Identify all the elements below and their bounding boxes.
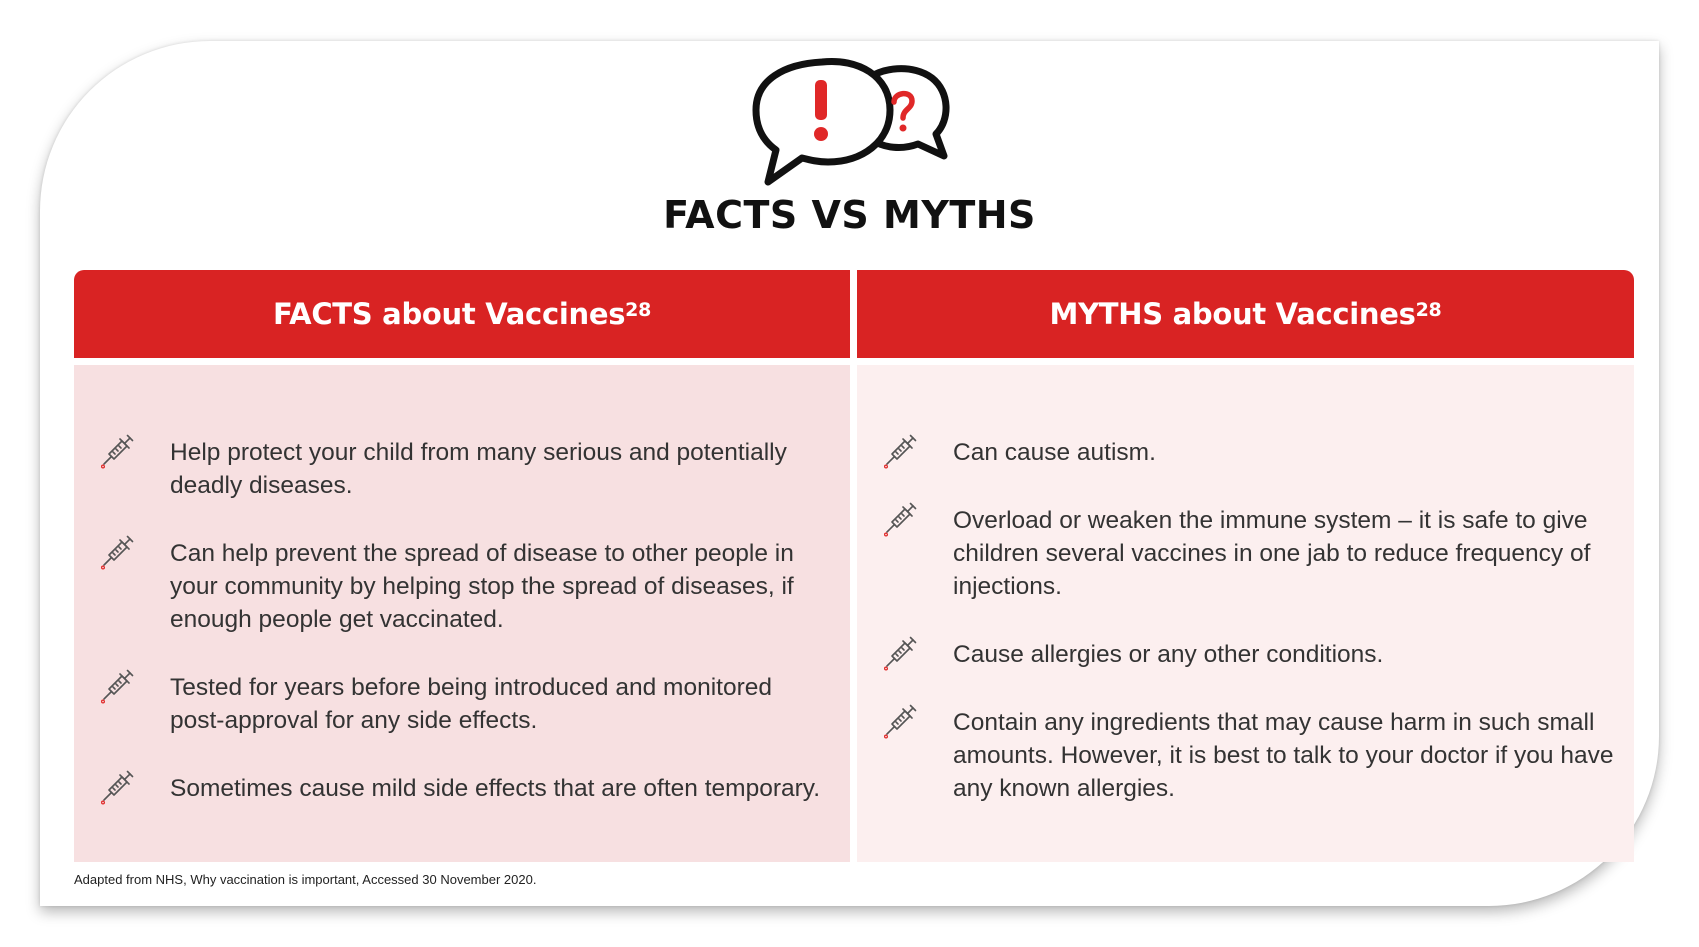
list-item: [953, 436, 1614, 469]
facts-header-label: FACTS about Vaccines: [273, 297, 626, 331]
list-item-text: Overload or weaken the immune system – it is safe to give children several vaccines in one jab to reduce frequency of injections.: [953, 507, 1591, 600]
list-item-text: Can cause autism.: [953, 439, 1156, 466]
list-item-text: Tested for years before being introduced and monitored post-approval for any side effects.: [170, 674, 772, 734]
myths-header-ref: 28: [1415, 299, 1442, 321]
syringe-icon: [881, 700, 921, 740]
list-item: [953, 706, 1614, 805]
syringe-icon: [98, 665, 138, 705]
footnote: Adapted from NHS, Why vaccination is important, Accessed 30 November 2020.: [74, 872, 537, 887]
list-item: [953, 504, 1614, 603]
myths-header-label: MYTHS about Vaccines: [1049, 297, 1416, 331]
syringe-icon: [881, 430, 921, 470]
list-item-text: Sometimes cause mild side effects that are often temporary.: [170, 775, 821, 802]
myths-list: [857, 365, 1634, 862]
list-item-text: Contain any ingredients that may cause harm in such small amounts. However, it is best to talk to your doctor if you have any known allergies.: [953, 709, 1614, 802]
facts-header: [74, 270, 850, 358]
syringe-icon: [98, 430, 138, 470]
list-item: [170, 671, 830, 737]
speech-bubbles-icon: [752, 54, 952, 189]
list-item-text: Help protect your child from many serious and potentially deadly diseases.: [170, 439, 787, 499]
syringe-icon: [881, 498, 921, 538]
page-title: FACTS VS MYTHS: [663, 193, 1036, 237]
list-item: [170, 772, 830, 805]
list-item-text: Can help prevent the spread of disease to other people in your community by helping stop the spread of diseases, if enough people get vaccinated.: [170, 540, 794, 633]
list-item: [170, 436, 830, 502]
syringe-icon: [98, 531, 138, 571]
facts-header-ref: 28: [625, 299, 651, 321]
syringe-icon: [98, 766, 138, 806]
list-item: [953, 638, 1614, 671]
list-item: [170, 537, 830, 636]
list-item-text: Cause allergies or any other conditions.: [953, 641, 1384, 668]
facts-list: [74, 365, 850, 862]
myths-header: [857, 270, 1634, 358]
syringe-icon: [881, 632, 921, 672]
